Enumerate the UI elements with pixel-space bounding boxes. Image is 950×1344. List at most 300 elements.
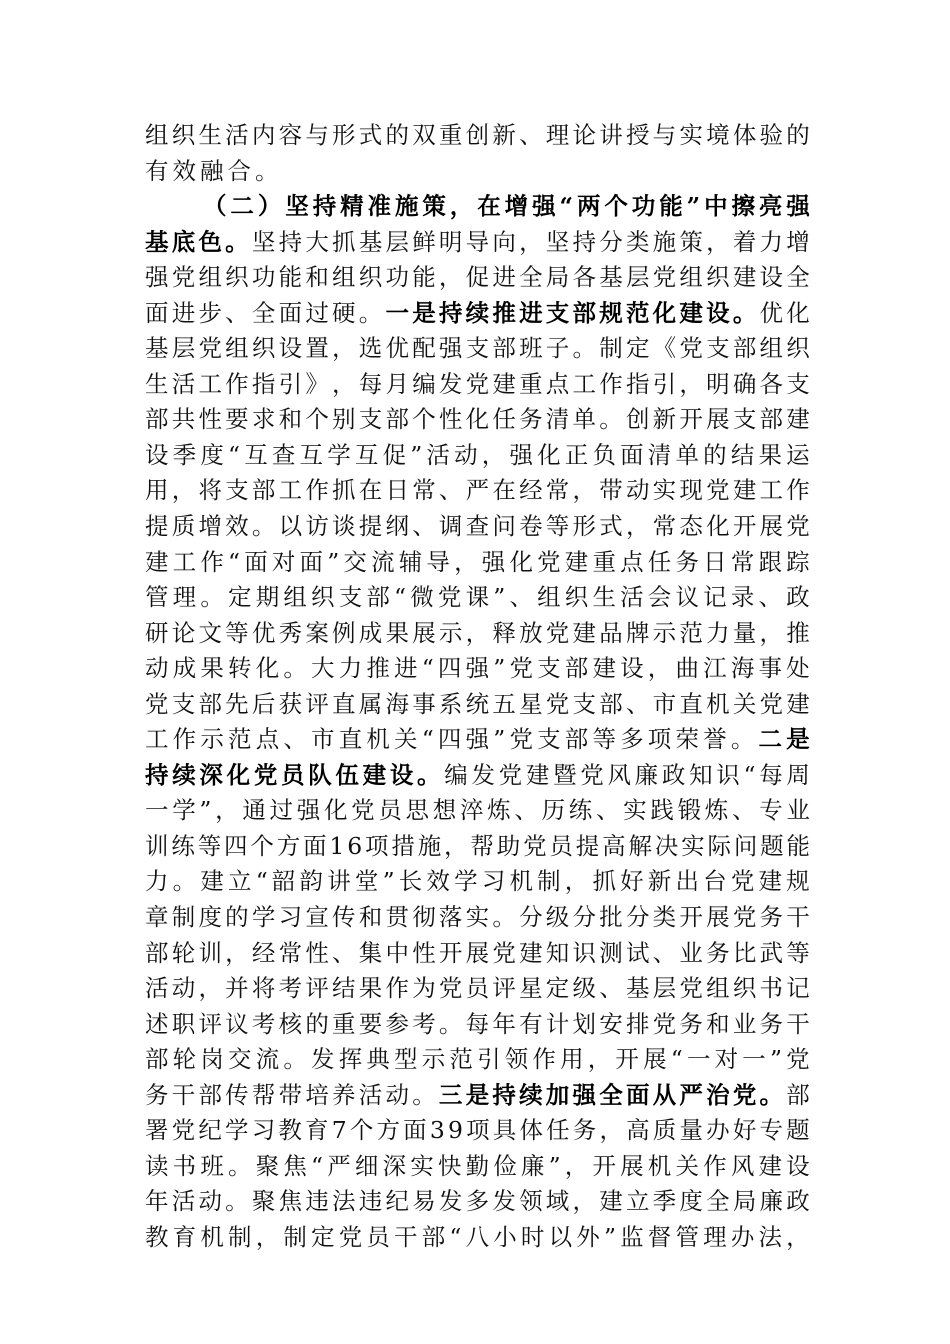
glyph: 监 xyxy=(620,1222,644,1251)
bold-glyph: 面 xyxy=(625,1080,650,1109)
text-line xyxy=(145,651,810,687)
bold-glyph: 建 xyxy=(679,298,703,327)
glyph: 员 xyxy=(549,831,573,860)
glyph: 炼 xyxy=(487,796,511,825)
glyph: 动 xyxy=(625,476,650,505)
glyph: 点 xyxy=(620,547,644,576)
glyph: 活 xyxy=(426,440,450,469)
glyph: 知 xyxy=(689,760,713,789)
glyph: 一 xyxy=(145,796,169,825)
document-body xyxy=(145,118,810,1256)
glyph: 建 xyxy=(786,405,810,434)
glyph: 全 xyxy=(786,263,810,292)
glyph: 示 xyxy=(200,725,224,754)
glyph: 实 xyxy=(652,476,677,505)
bold-glyph: 强 xyxy=(786,192,810,221)
glyph: 7 xyxy=(331,1116,347,1145)
glyph: 工 xyxy=(198,369,222,398)
glyph: 直 xyxy=(338,725,363,754)
glyph: 确 xyxy=(732,369,757,398)
glyph: 用 xyxy=(145,476,169,505)
glyph: 合 xyxy=(227,156,255,185)
glyph: 作 xyxy=(703,1151,727,1180)
glyph: 干 xyxy=(786,1009,810,1038)
glyph: 文 xyxy=(198,618,222,647)
bold-glyph: 续 xyxy=(172,760,196,789)
glyph: 工 xyxy=(278,476,303,505)
glyph: 推 xyxy=(786,618,810,647)
glyph: ， xyxy=(198,974,222,1003)
bold-glyph: 从 xyxy=(652,1080,677,1109)
glyph: 点 xyxy=(545,369,570,398)
glyph: 。 xyxy=(438,1009,463,1038)
glyph: 度 xyxy=(200,440,224,469)
glyph: 党 xyxy=(759,689,784,718)
glyph: 建 xyxy=(200,867,224,896)
glyph: 传 xyxy=(332,903,356,932)
glyph: 体 xyxy=(732,121,757,149)
glyph: 基 xyxy=(599,263,623,292)
glyph: 、 xyxy=(758,583,782,612)
glyph: 力 xyxy=(706,618,730,647)
glyph: 部 xyxy=(492,334,516,363)
glyph: 设 xyxy=(145,440,169,469)
glyph: 任 xyxy=(647,547,672,576)
glyph: 一 xyxy=(686,1045,711,1074)
glyph: 季 xyxy=(172,440,197,469)
glyph: ， xyxy=(786,1222,810,1251)
glyph: ” xyxy=(769,1045,782,1074)
glyph: 政 xyxy=(786,1187,810,1216)
glyph: 方 xyxy=(276,831,301,860)
glyph: 讲 xyxy=(599,121,623,149)
glyph: 强 xyxy=(438,334,463,363)
glyph: 化 xyxy=(537,440,561,469)
glyph: 想 xyxy=(432,796,457,825)
glyph: 织 xyxy=(732,974,757,1003)
glyph: 识 xyxy=(572,938,596,967)
glyph: 识 xyxy=(716,760,740,789)
glyph: 处 xyxy=(786,654,810,683)
glyph: 量 xyxy=(679,1116,703,1145)
glyph: 范 xyxy=(228,725,252,754)
glyph: 指 xyxy=(251,369,276,398)
glyph: 化 xyxy=(465,405,490,434)
text-line xyxy=(145,936,810,972)
glyph: 全 xyxy=(519,263,543,292)
glyph: 好 xyxy=(620,867,644,896)
glyph: 落 xyxy=(438,903,463,932)
glyph: 设 xyxy=(278,334,303,363)
glyph: 务 xyxy=(759,1009,784,1038)
glyph: 四 xyxy=(437,725,462,754)
glyph: 部 xyxy=(759,405,784,434)
bold-glyph: 化 xyxy=(652,298,677,327)
glyph: 分 xyxy=(625,903,650,932)
glyph: 层 xyxy=(385,227,409,256)
glyph: 增 xyxy=(786,227,810,256)
glyph: 助 xyxy=(496,831,521,860)
glyph: 作 xyxy=(599,369,623,398)
glyph: 设 xyxy=(620,654,644,683)
glyph: ” xyxy=(327,547,340,576)
glyph: 记 xyxy=(786,974,810,1003)
text-line xyxy=(145,758,810,794)
glyph: 曲 xyxy=(675,654,699,683)
glyph: 办 xyxy=(706,1116,730,1145)
glyph: 的 xyxy=(385,121,409,149)
glyph: “ xyxy=(421,725,434,754)
glyph: 常 xyxy=(652,512,677,541)
glyph: 设 xyxy=(759,263,784,292)
glyph: 结 xyxy=(730,440,755,469)
glyph: 化 xyxy=(706,512,730,541)
glyph: 带 xyxy=(599,476,623,505)
glyph: 跟 xyxy=(758,547,782,576)
glyph: 等 xyxy=(225,618,249,647)
text-line xyxy=(145,154,810,190)
glyph: 发 xyxy=(471,760,495,789)
glyph: 建 xyxy=(758,1151,782,1180)
glyph: 组 xyxy=(283,583,307,612)
glyph: 。 xyxy=(251,512,276,541)
glyph: 基 xyxy=(625,974,650,1003)
glyph: 计 xyxy=(545,1009,570,1038)
glyph: 思 xyxy=(405,796,430,825)
glyph: 试 xyxy=(625,938,650,967)
glyph: 生 xyxy=(145,369,169,398)
glyph: 党 xyxy=(537,547,561,576)
glyph: “ xyxy=(311,1151,324,1180)
glyph: 章 xyxy=(145,903,169,932)
glyph: ， xyxy=(759,618,784,647)
bold-glyph: 持 xyxy=(492,1080,516,1109)
glyph: 进 xyxy=(171,298,196,327)
glyph: 支 xyxy=(225,476,249,505)
bold-glyph: 是 xyxy=(465,1080,490,1109)
glyph: 支 xyxy=(338,583,363,612)
glyph: 步 xyxy=(198,298,222,327)
glyph: 全 xyxy=(251,298,276,327)
glyph: 性 xyxy=(438,405,463,434)
glyph: ， xyxy=(564,867,589,896)
glyph: 星 xyxy=(519,974,543,1003)
glyph: 细 xyxy=(354,1151,379,1180)
glyph: 理 xyxy=(172,583,197,612)
glyph: 通 xyxy=(242,796,266,825)
glyph: 解 xyxy=(628,831,652,860)
text-line xyxy=(145,687,810,723)
glyph: 育 xyxy=(305,1116,329,1145)
glyph: 期 xyxy=(255,583,280,612)
glyph: 务 xyxy=(145,1080,169,1109)
glyph: 基 xyxy=(145,334,169,363)
glyph: 党 xyxy=(580,760,604,789)
glyph: 施 xyxy=(417,831,442,860)
glyph: 引 xyxy=(652,369,677,398)
glyph: 个 xyxy=(412,405,436,434)
glyph: 党 xyxy=(338,1222,363,1251)
glyph: 优 xyxy=(251,618,276,647)
glyph: 党 xyxy=(545,689,570,718)
glyph: 焦 xyxy=(278,1187,303,1216)
bold-glyph: 是 xyxy=(786,725,810,754)
glyph: 小 xyxy=(493,1222,517,1251)
glyph: 八 xyxy=(465,1222,490,1251)
glyph: 和 xyxy=(706,1009,730,1038)
glyph: 施 xyxy=(652,227,677,256)
glyph: 融 xyxy=(200,156,228,185)
glyph: 织 xyxy=(564,583,589,612)
glyph: 教 xyxy=(145,1222,169,1251)
text-line xyxy=(145,1078,810,1114)
glyph: 议 xyxy=(675,583,699,612)
glyph: 论 xyxy=(572,121,596,149)
glyph: 共 xyxy=(171,405,196,434)
glyph: 优 xyxy=(759,298,784,327)
glyph: 质 xyxy=(171,512,196,541)
glyph: 岗 xyxy=(200,1045,224,1074)
glyph: 在 xyxy=(358,476,383,505)
glyph: 问 xyxy=(492,512,516,541)
glyph: 机 xyxy=(647,1151,672,1180)
glyph: 题 xyxy=(786,1116,810,1145)
glyph: 纲 xyxy=(385,512,409,541)
glyph: 定 xyxy=(228,583,252,612)
glyph: 练 xyxy=(568,796,593,825)
glyph: 和 xyxy=(278,405,303,434)
glyph: 果 xyxy=(385,618,409,647)
bold-glyph: 续 xyxy=(519,1080,543,1109)
bold-glyph: 坚 xyxy=(285,192,309,221)
glyph: 、 xyxy=(509,583,533,612)
glyph: 事 xyxy=(412,689,436,718)
glyph: 江 xyxy=(703,654,727,683)
bold-glyph: 严 xyxy=(679,1080,703,1109)
bold-glyph: 是 xyxy=(412,298,436,327)
glyph: 层 xyxy=(625,263,650,292)
text-line xyxy=(145,331,810,367)
glyph: 果 xyxy=(200,654,224,683)
glyph: 多 xyxy=(620,725,644,754)
text-line xyxy=(145,1113,810,1149)
glyph: 生 xyxy=(592,583,616,612)
glyph: 每 xyxy=(358,369,383,398)
glyph: 展 xyxy=(620,1151,644,1180)
glyph: 展 xyxy=(465,938,490,967)
glyph: 开 xyxy=(679,903,703,932)
glyph: 政 xyxy=(661,760,686,789)
glyph: 工 xyxy=(172,547,197,576)
glyph: 机 xyxy=(200,1222,224,1251)
glyph: 等 xyxy=(545,512,570,541)
glyph: 建 xyxy=(564,547,589,576)
glyph: 层 xyxy=(652,974,677,1003)
glyph: 违 xyxy=(305,1187,329,1216)
glyph: 全 xyxy=(706,1187,730,1216)
glyph: 类 xyxy=(625,227,650,256)
glyph: 查 xyxy=(465,512,490,541)
glyph: 能 xyxy=(412,263,436,292)
bold-glyph: 三 xyxy=(438,1080,463,1109)
glyph: 开 xyxy=(615,1045,639,1074)
glyph: 、 xyxy=(438,476,463,505)
glyph: 效 xyxy=(426,867,450,896)
glyph: 立 xyxy=(228,867,252,896)
glyph: 织 xyxy=(171,121,196,149)
glyph: 党 xyxy=(438,974,463,1003)
glyph: 后 xyxy=(251,689,276,718)
glyph: 台 xyxy=(703,867,727,896)
glyph: 并 xyxy=(225,974,249,1003)
glyph: 党 xyxy=(492,938,516,967)
glyph: 五 xyxy=(492,689,516,718)
glyph: 评 xyxy=(305,974,329,1003)
glyph: 。 xyxy=(599,405,623,434)
glyph: 党 xyxy=(351,796,375,825)
glyph: 范 xyxy=(679,618,703,647)
glyph: ， xyxy=(481,440,506,469)
text-line xyxy=(145,367,810,403)
glyph: 建 xyxy=(572,618,596,647)
glyph: 帮 xyxy=(251,1080,276,1109)
glyph: 领 xyxy=(519,1187,543,1216)
glyph: 集 xyxy=(358,938,383,967)
bold-glyph: 续 xyxy=(465,298,490,327)
bold-glyph: 强 xyxy=(572,1080,596,1109)
glyph: 专 xyxy=(759,1116,783,1145)
glyph: 高 xyxy=(626,1116,650,1145)
glyph: 党 xyxy=(545,618,570,647)
glyph: 年 xyxy=(145,1187,169,1216)
glyph: 业 xyxy=(732,1009,757,1038)
glyph: 理 xyxy=(703,1222,727,1251)
glyph: ” xyxy=(548,1151,561,1180)
glyph: 批 xyxy=(599,903,623,932)
glyph: ， xyxy=(587,1045,612,1074)
glyph: 活 xyxy=(145,974,169,1003)
glyph: 展 xyxy=(706,405,730,434)
glyph: ” xyxy=(493,725,506,754)
glyph: 机 xyxy=(366,725,390,754)
glyph: 干 xyxy=(171,1080,196,1109)
glyph: 组 xyxy=(537,583,561,612)
glyph: 直 xyxy=(332,689,356,718)
glyph: 大 xyxy=(311,654,335,683)
glyph: 强 xyxy=(465,725,490,754)
glyph: 记 xyxy=(703,583,727,612)
glyph: 创 xyxy=(625,405,650,434)
glyph: 党 xyxy=(498,760,523,789)
glyph: ” xyxy=(199,796,212,825)
glyph: 暨 xyxy=(553,760,577,789)
glyph: 先 xyxy=(225,689,249,718)
glyph: 读 xyxy=(145,1151,169,1180)
bold-glyph: 准 xyxy=(367,192,392,221)
glyph: 要 xyxy=(225,405,249,434)
glyph: 导 xyxy=(465,227,490,256)
glyph: 设 xyxy=(786,1151,810,1180)
glyph: 支 xyxy=(537,725,561,754)
glyph: 组 xyxy=(332,263,356,292)
glyph: 训 xyxy=(145,831,169,860)
glyph: 制 xyxy=(599,334,623,363)
glyph: 高 xyxy=(602,831,626,860)
bold-glyph: 持 xyxy=(312,192,337,221)
bold-glyph: 加 xyxy=(545,1080,570,1109)
glyph: 办 xyxy=(730,1222,755,1251)
glyph: 织 xyxy=(706,263,730,292)
glyph: 。 xyxy=(358,298,383,327)
glyph: 。 xyxy=(228,1151,252,1180)
glyph: 微 xyxy=(410,583,434,612)
text-line xyxy=(145,1184,810,1220)
glyph: 运 xyxy=(786,440,810,469)
glyph: 明 xyxy=(438,227,463,256)
glyph: 开 xyxy=(438,938,463,967)
glyph: ， xyxy=(332,369,356,398)
glyph: 、 xyxy=(412,512,436,541)
glyph: 纪 xyxy=(198,1116,222,1145)
glyph: 、 xyxy=(225,298,249,327)
glyph: 常 xyxy=(278,938,303,967)
bold-glyph: 治 xyxy=(706,1080,730,1109)
bold-glyph: （ xyxy=(203,192,227,221)
glyph: 有 xyxy=(145,156,173,185)
glyph: ” xyxy=(410,440,423,469)
glyph: 示 xyxy=(421,1045,446,1074)
glyph: 党 xyxy=(437,583,462,612)
glyph: 项 xyxy=(365,831,389,860)
text-line xyxy=(145,616,810,652)
bold-glyph: 二 xyxy=(230,192,254,221)
glyph: 支 xyxy=(706,334,730,363)
glyph: 层 xyxy=(171,334,196,363)
glyph: 力 xyxy=(338,654,363,683)
glyph: 硬 xyxy=(332,298,356,327)
glyph: 系 xyxy=(438,689,463,718)
glyph: 党 xyxy=(786,1045,810,1074)
glyph: ， xyxy=(706,227,730,256)
glyph: 开 xyxy=(679,405,703,434)
bold-glyph: 个 xyxy=(604,192,628,221)
glyph: 转 xyxy=(228,654,252,683)
glyph: 织 xyxy=(358,263,383,292)
glyph: 议 xyxy=(225,1009,249,1038)
glyph: 韶 xyxy=(271,867,296,896)
glyph: 示 xyxy=(438,618,463,647)
glyph: 建 xyxy=(519,938,543,967)
glyph: ， xyxy=(454,547,478,576)
glyph: 督 xyxy=(647,1222,672,1251)
glyph: ， xyxy=(444,831,468,860)
bold-glyph: 伍 xyxy=(335,760,359,789)
glyph: 强 xyxy=(481,547,506,576)
glyph: 将 xyxy=(198,476,222,505)
glyph: 个 xyxy=(250,831,274,860)
glyph: “ xyxy=(743,760,756,789)
glyph: 分 xyxy=(572,903,596,932)
glyph: 作 xyxy=(225,369,249,398)
glyph: 局 xyxy=(732,1187,757,1216)
glyph: 力 xyxy=(145,867,169,896)
glyph: 学 xyxy=(251,903,276,932)
text-line xyxy=(145,438,810,474)
glyph: 》 xyxy=(305,369,329,398)
glyph: 化 xyxy=(323,796,348,825)
glyph: 月 xyxy=(385,369,409,398)
glyph: 际 xyxy=(707,831,731,860)
